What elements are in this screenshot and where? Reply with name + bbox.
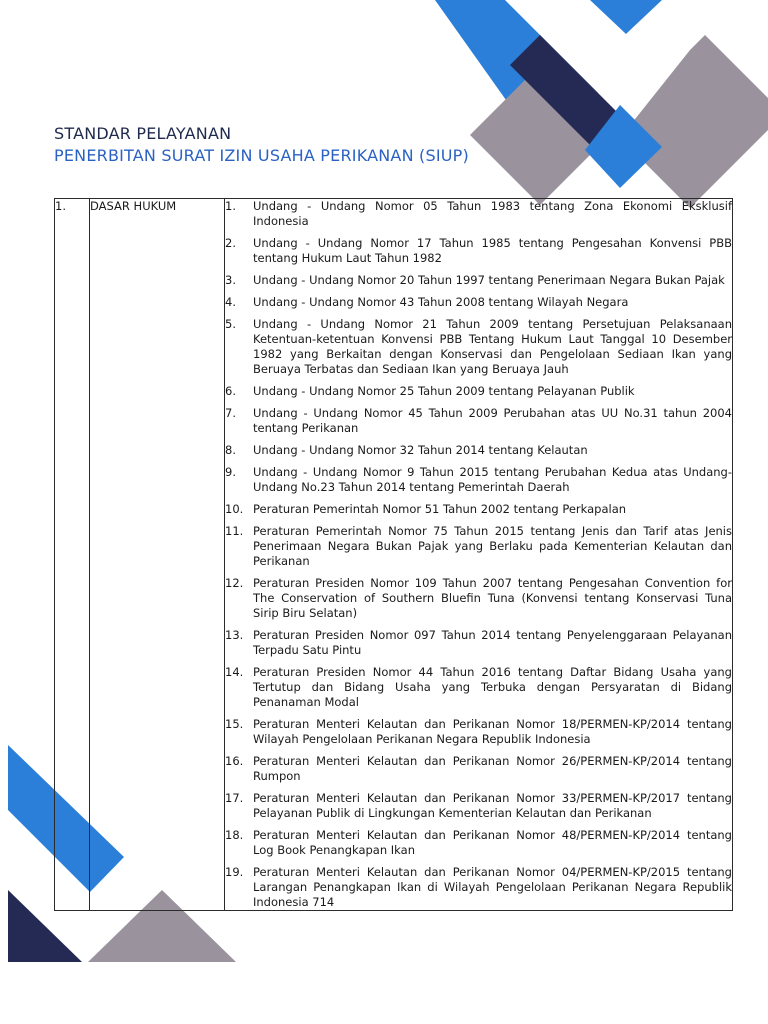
list-item-number: 17.: [225, 791, 244, 805]
list-item-text: Peraturan Menteri Kelautan dan Perikanan Nomor 26/PERMEN-KP/2014 tentang Rumpon: [253, 754, 732, 783]
list-item: [225, 665, 732, 710]
legal-basis-list: [225, 199, 732, 910]
row-heading: DASAR HUKUM: [90, 199, 225, 911]
list-item-text: Undang - Undang Nomor 43 Tahun 2008 tentang Wilayah Negara: [253, 295, 629, 309]
list-item-number: 14.: [225, 665, 244, 679]
list-item: [225, 295, 732, 310]
deco-blue-top: [590, 0, 662, 34]
document-title: STANDAR PELAYANAN: [54, 124, 232, 143]
list-item-text: Peraturan Menteri Kelautan dan Perikanan Nomor 33/PERMEN-KP/2017 tentang Pelayanan Publik di Lingkungan Kementerian Kelautan dan Perikanan: [253, 791, 732, 820]
list-item-text: Undang - Undang Nomor 25 Tahun 2009 tentang Pelayanan Publik: [253, 384, 635, 398]
list-item-text: Undang - Undang Nomor 32 Tahun 2014 tentang Kelautan: [253, 443, 588, 457]
list-item-number: 19.: [225, 865, 244, 879]
list-item: [225, 628, 732, 658]
list-item-text: Peraturan Presiden Nomor 097 Tahun 2014 tentang Penyelenggaraan Pelayanan Terpadu Satu Pintu: [253, 628, 732, 657]
list-item-number: 10.: [225, 502, 244, 516]
list-item-text: Undang - Undang Nomor 17 Tahun 1985 tentang Pengesahan Konvensi PBB tentang Hukum Laut Tahun 1982: [253, 236, 732, 265]
list-item-text: Peraturan Menteri Kelautan dan Perikanan Nomor 04/PERMEN-KP/2015 tentang Larangan Penangkapan Ikan di Wilayah Pengelolaan Perikanan Negara Republik Indonesia 714: [253, 865, 732, 909]
list-item: [225, 576, 732, 621]
list-item: [225, 828, 732, 858]
list-item-text: Peraturan Menteri Kelautan dan Perikanan Nomor 48/PERMEN-KP/2014 tentang Log Book Penangkapan Ikan: [253, 828, 732, 857]
list-item-text: Peraturan Menteri Kelautan dan Perikanan Nomor 18/PERMEN-KP/2014 tentang Wilayah Pengelolaan Perikanan Negara Republik Indonesia: [253, 717, 732, 746]
table-row: [55, 199, 733, 911]
deco-gray-right: [620, 35, 768, 208]
list-item: [225, 273, 732, 288]
list-item: [225, 865, 732, 910]
list-item: [225, 524, 732, 569]
list-item-text: Undang - Undang Nomor 20 Tahun 1997 tentang Penerimaan Negara Bukan Pajak: [253, 273, 725, 287]
list-item-number: 2.: [225, 236, 236, 250]
list-item-number: 5.: [225, 317, 236, 331]
list-item: [225, 717, 732, 747]
list-item-number: 6.: [225, 384, 236, 398]
list-item-number: 3.: [225, 273, 236, 287]
list-item-text: Undang - Undang Nomor 9 Tahun 2015 tentang Perubahan Kedua atas Undang-Undang No.23 Tahun 2014 tentang Pemerintah Daerah: [253, 465, 732, 494]
list-item: [225, 236, 732, 266]
list-item-number: 9.: [225, 465, 236, 479]
title-block: [54, 124, 469, 166]
list-item-number: 12.: [225, 576, 244, 590]
list-item-number: 18.: [225, 828, 244, 842]
list-item: [225, 199, 732, 229]
list-item-number: 11.: [225, 524, 244, 538]
list-item-text: Undang - Undang Nomor 45 Tahun 2009 Perubahan atas UU No.31 tahun 2004 tentang Perikanan: [253, 406, 732, 435]
list-item: [225, 443, 732, 458]
list-item-text: Peraturan Presiden Nomor 44 Tahun 2016 tentang Daftar Bidang Usaha yang Tertutup dan Bidang Usaha yang Terbuka dengan Persyaratan di Bidang Penanaman Modal: [253, 665, 732, 709]
list-item: [225, 502, 732, 517]
list-item-text: Undang - Undang Nomor 21 Tahun 2009 tentang Persetujuan Pelaksanaan Ketentuan-ketentuan Konvensi PBB Tentang Hukum Laut Tanggal 10 Desember 1982 yang Berkaitan dengan Konservasi dan Pengelolaan Sediaan Ikan yang Beruaya Terbatas dan Sediaan Ikan yang Beruaya Jauh: [253, 317, 732, 376]
list-item-number: 16.: [225, 754, 244, 768]
list-item-text: Peraturan Pemerintah Nomor 51 Tahun 2002 tentang Perkapalan: [253, 502, 627, 516]
document-subtitle: PENERBITAN SURAT IZIN USAHA PERIKANAN (SIUP): [54, 146, 469, 165]
list-item: [225, 384, 732, 399]
list-item-number: 15.: [225, 717, 244, 731]
list-item: [225, 465, 732, 495]
list-item-number: 4.: [225, 295, 236, 309]
legal-basis-table: [54, 198, 733, 911]
list-item-text: Peraturan Presiden Nomor 109 Tahun 2007 tentang Pengesahan Convention for The Conservation of Southern Bluefin Tuna (Konvensi tentang Konservasi Tuna Sirip Biru Selatan): [253, 576, 732, 620]
list-item: [225, 406, 732, 436]
list-item-number: 13.: [225, 628, 244, 642]
list-item-text: Undang - Undang Nomor 05 Tahun 1983 tentang Zona Ekonomi Eksklusif Indonesia: [253, 199, 732, 228]
list-item: [225, 791, 732, 821]
list-item-number: 7.: [225, 406, 236, 420]
list-item: [225, 317, 732, 377]
row-number: 1.: [55, 199, 90, 911]
list-item-number: 8.: [225, 443, 236, 457]
list-item-number: 1.: [225, 199, 236, 213]
legal-basis-cell: [225, 199, 733, 911]
list-item: [225, 754, 732, 784]
list-item-text: Peraturan Pemerintah Nomor 75 Tahun 2015 tentang Jenis dan Tarif atas Jenis Penerimaan Negara Bukan Pajak yang Berlaku pada Kementerian Kelautan dan Perikanan: [253, 524, 732, 568]
